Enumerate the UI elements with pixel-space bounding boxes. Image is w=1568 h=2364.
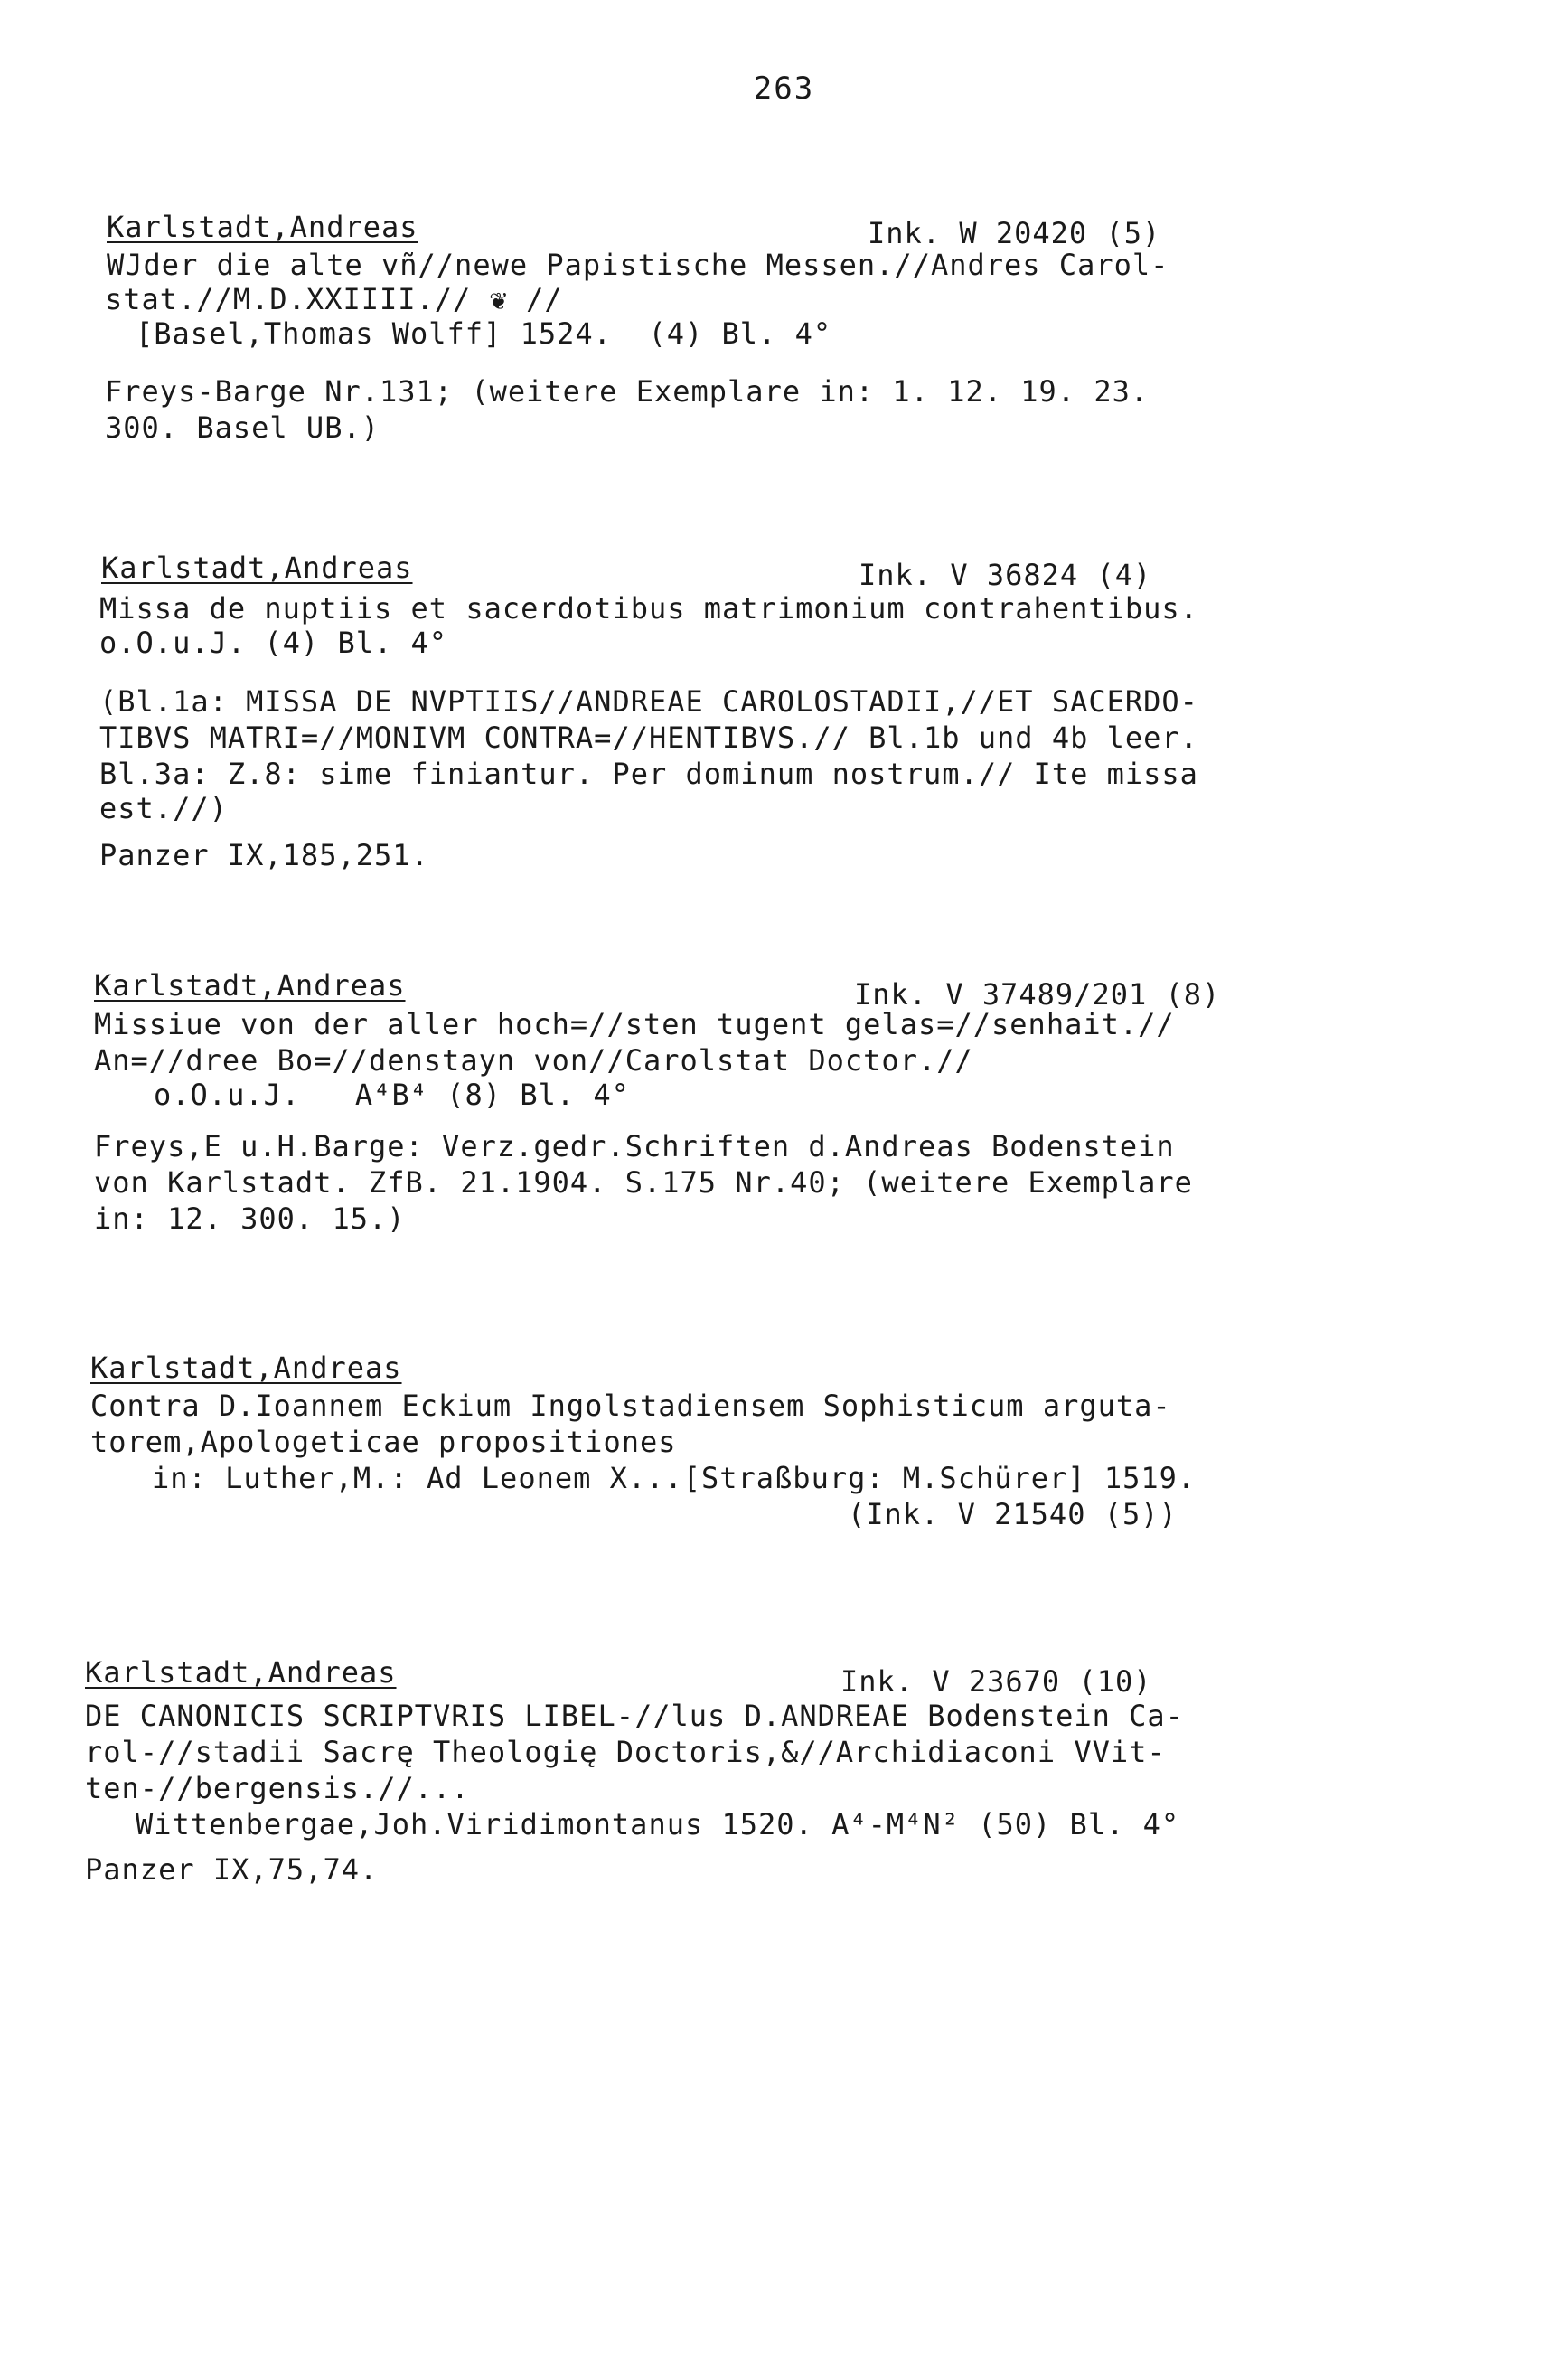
entry-line: in: 12. 300. 15.) [94,1201,406,1236]
entry-line: Bl.3a: Z.8: sime finiantur. Per dominum nostrum.// Ite missa [99,757,1198,791]
entry-line: Panzer IX,185,251. [99,838,429,872]
entry-shelfmark: Ink. V 37489/201 (8) [854,977,1221,1012]
entry-line: Missiue von der aller hoch=//sten tugent gelas=//senhait.// [94,1007,1175,1041]
entry-line: Missa de nuptiis et sacerdotibus matrimonium contrahentibus. [99,591,1198,626]
entry-line: Freys-Barge Nr.131; (weitere Exemplare in: 1. 12. 19. 23. [105,374,1150,409]
entry-author: Karlstadt,Andreas [107,210,418,244]
entry-line: WJder die alte vñ//newe Papistische Messen.//Andres Carol- [107,248,1169,282]
entry-line: ten-//bergensis.//... [85,1771,470,1805]
entry-line: Freys,E u.H.Barge: Verz.gedr.Schriften d.Andreas Bodenstein [94,1129,1175,1163]
entry-line: est.//) [99,791,228,825]
page-number: 263 [753,71,815,107]
entry-line: in: Luther,M.: Ad Leonem X...[Straßburg: M.Schürer] 1519. [152,1461,1197,1495]
entry-line: 300. Basel UB.) [105,410,380,445]
entry-author: Karlstadt,Andreas [90,1351,402,1385]
entry-author: Karlstadt,Andreas [94,968,406,1003]
entry-line: Wittenbergae,Joh.Viridimontanus 1520. A⁴-M⁴N² (50) Bl. 4° [136,1807,1180,1841]
entry-line: DE CANONICIS SCRIPTVRIS LIBEL-//lus D.ANDREAE Bodenstein Ca- [85,1699,1184,1733]
entry-line: Contra D.Ioannem Eckium Ingolstadiensem Sophisticum arguta- [90,1389,1171,1423]
entry-author: Karlstadt,Andreas [101,551,413,585]
entry-shelfmark: Ink. V 23670 (10) [840,1664,1152,1699]
entry-line: stat.//M.D.XXIIII.// ❦ // [105,282,563,316]
entry-line: o.O.u.J. A⁴B⁴ (8) Bl. 4° [154,1078,630,1112]
entry-shelfmark: Ink. W 20420 (5) [868,216,1161,250]
entry-line: (Ink. V 21540 (5)) [848,1497,1178,1531]
entry-line: o.O.u.J. (4) Bl. 4° [99,626,448,660]
entry-shelfmark: Ink. V 36824 (4) [859,558,1152,592]
entry-author: Karlstadt,Andreas [85,1655,397,1690]
entry-line: rol-//stadii Sacrę Theologię Doctoris,&//Archidiaconi VVit- [85,1735,1166,1769]
entry-line: (Bl.1a: MISSA DE NVPTIIS//ANDREAE CAROLOSTADII,//ET SACERDO- [99,684,1198,719]
entry-line: torem,Apologeticae propositiones [90,1425,677,1459]
entry-line: TIBVS MATRI=//MONIVM CONTRA=//HENTIBVS.// Bl.1b und 4b leer. [99,721,1198,755]
entry-line: [Basel,Thomas Wolff] 1524. (4) Bl. 4° [136,316,832,351]
entry-line: von Karlstadt. ZfB. 21.1904. S.175 Nr.40; (weitere Exemplare [94,1165,1193,1200]
entry-line: Panzer IX,75,74. [85,1852,379,1887]
entry-line: An=//dree Bo=//denstayn von//Carolstat Doctor.// [94,1043,973,1078]
